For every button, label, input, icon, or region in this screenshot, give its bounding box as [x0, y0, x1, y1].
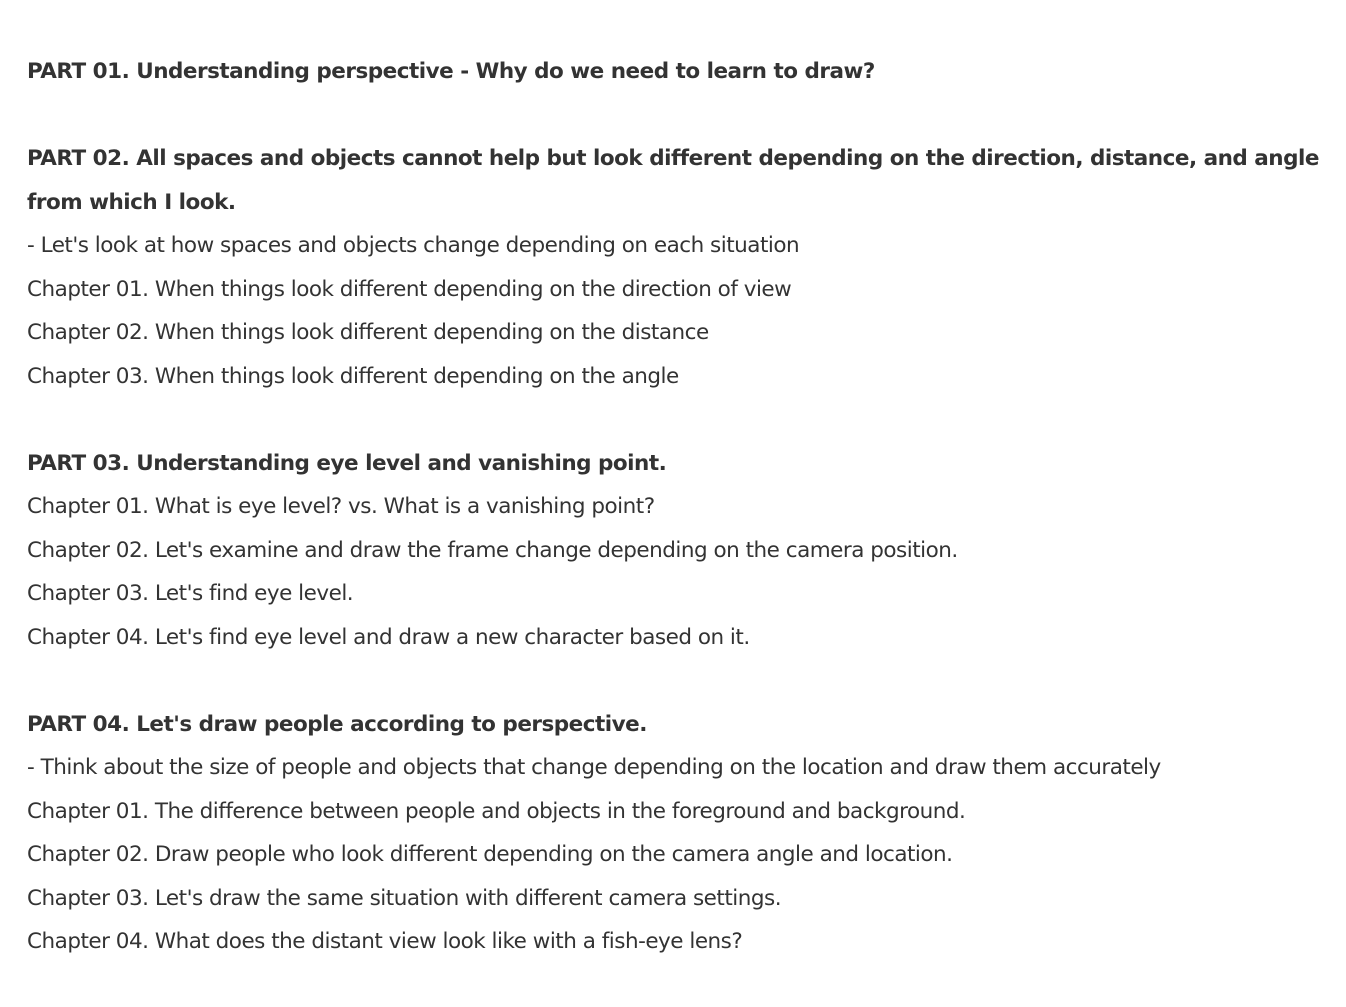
part-heading: PART 01. Understanding perspective - Why do we need to learn to draw? [27, 59, 875, 84]
chapter-item: Chapter 01. When things look different depending on the direction of view [27, 276, 792, 302]
chapter-item: Chapter 02. When things look different depending on the distance [27, 320, 709, 345]
part-section [27, 442, 1327, 660]
chapter-item: Chapter 01. What is eye level? vs. What is a vanishing point? [27, 494, 655, 519]
chapter-item: Chapter 02. Draw people who look different depending on the camera angle and location. [27, 842, 953, 867]
chapter-item: Chapter 02. Let's examine and draw the frame change depending on the camera position. [27, 537, 958, 563]
chapter-item: Chapter 04. What does the distant view look like with a fish-eye lens? [27, 929, 743, 954]
section-spacer [27, 659, 1327, 703]
curriculum-list [27, 50, 1327, 964]
part-section [27, 703, 1327, 964]
chapter-item: Chapter 03. Let's draw the same situation with different camera settings. [27, 885, 782, 911]
part-section [27, 137, 1327, 398]
section-spacer [27, 94, 1327, 138]
chapter-item: Chapter 01. The difference between people and objects in the foreground and background. [27, 798, 966, 824]
chapter-item: Chapter 03. When things look different depending on the angle [27, 363, 679, 389]
chapter-item: Chapter 03. Let's find eye level. [27, 581, 354, 606]
chapter-item: Chapter 04. Let's find eye level and draw a new character based on it. [27, 624, 750, 650]
part-heading: PART 02. All spaces and objects cannot help but look different depending on the direction, distance, and angle from which I look. [27, 146, 1319, 215]
section-spacer [27, 398, 1327, 442]
part-heading: PART 04. Let's draw people according to perspective. [27, 711, 647, 737]
part-description: - Think about the size of people and objects that change depending on the location and draw them accurately [27, 755, 1161, 780]
part-heading: PART 03. Understanding eye level and vanishing point. [27, 450, 667, 476]
part-section [27, 50, 1327, 94]
part-description: - Let's look at how spaces and objects change depending on each situation [27, 233, 800, 258]
